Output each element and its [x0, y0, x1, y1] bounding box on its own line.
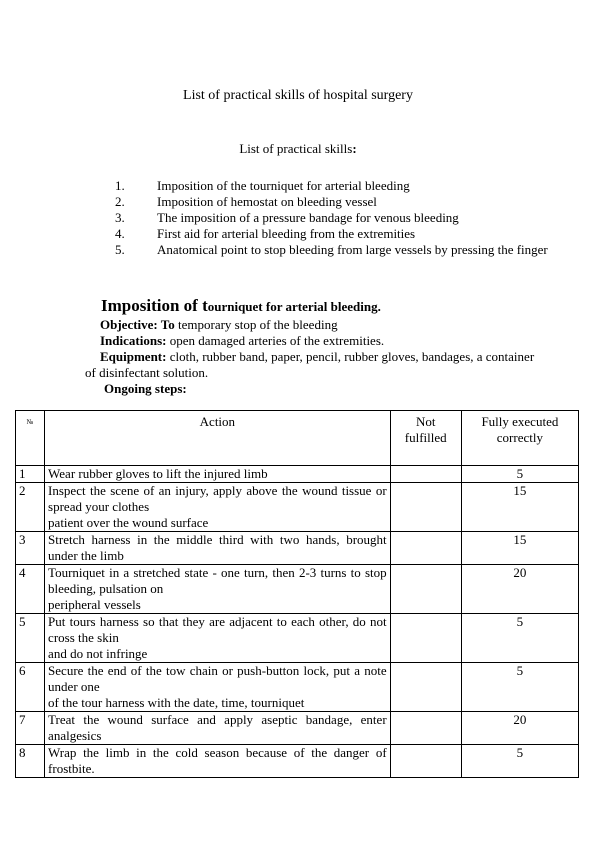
row-not-fulfilled [390, 745, 461, 778]
skill-item [115, 194, 555, 210]
table-row [16, 712, 579, 745]
row-number: 5 [16, 614, 45, 663]
skill-text: Imposition of the tourniquet for arterial bleeding [157, 178, 410, 193]
page-title: List of practical skills of hospital surgery [183, 88, 413, 103]
skill-number: 4. [115, 226, 125, 241]
row-not-fulfilled [390, 466, 461, 483]
skill-text: Imposition of hemostat on bleeding vessel [157, 194, 377, 209]
row-action: Secure the end of the tow chain or push-button lock, put a note under one of the tour harness with the date, time, tourniquet [45, 663, 391, 712]
skills-list-heading [0, 141, 596, 157]
table-row [16, 614, 579, 663]
row-number: 2 [16, 483, 45, 532]
skill-item [115, 242, 555, 258]
row-number: 3 [16, 532, 45, 565]
objective-text: temporary stop of the bleeding [174, 317, 338, 332]
row-score: 5 [461, 745, 578, 778]
row-not-fulfilled [390, 532, 461, 565]
row-number: 6 [16, 663, 45, 712]
row-action: Put tours harness so that they are adjacent to each other, do not cross the skin and do not infringe [45, 614, 391, 663]
steps-table [15, 410, 579, 778]
table-body [16, 466, 579, 778]
table-header-row [16, 411, 579, 466]
table-row [16, 483, 579, 532]
row-number: 8 [16, 745, 45, 778]
objective-line [85, 317, 545, 333]
equipment-text: cloth, rubber band, paper, pencil, rubber gloves, bandages, a container of disinfectant solution. [85, 349, 535, 380]
row-action: Inspect the scene of an injury, apply above the wound tissue or spread your clothes patient over the wound surface [45, 483, 391, 532]
row-number: 1 [16, 466, 45, 483]
row-not-fulfilled [390, 663, 461, 712]
indications-text: open damaged arteries of the extremities. [166, 333, 385, 348]
ongoing-steps-line [85, 381, 545, 397]
header-not-fulfilled: Not fulfilled [390, 411, 461, 466]
skills-list [115, 178, 555, 258]
table-row [16, 745, 579, 778]
equipment-label: Equipment: [100, 349, 167, 364]
row-score: 5 [461, 663, 578, 712]
header-fully-executed: Fully executed correctly [461, 411, 578, 466]
table-row [16, 532, 579, 565]
skills-list-heading-colon: : [352, 141, 357, 156]
row-action: Tourniquet in a stretched state - one turn, then 2-3 turns to stop bleeding, pulsation on peripheral vessels [45, 565, 391, 614]
table-row [16, 565, 579, 614]
table-row [16, 663, 579, 712]
section-heading-rest: ourniquet for arterial bleeding. [207, 299, 381, 314]
skill-item [115, 226, 555, 242]
skill-number: 3. [115, 210, 125, 225]
row-score: 5 [461, 466, 578, 483]
row-score: 15 [461, 532, 578, 565]
indications-label: Indications: [100, 333, 167, 348]
skill-text: Anatomical point to stop bleeding from large vessels by pressing the finger [157, 242, 548, 257]
indications-line [85, 333, 545, 349]
row-score: 20 [461, 712, 578, 745]
header-action: Action [45, 411, 391, 466]
row-action: Wrap the limb in the cold season because of the danger of frostbite. [45, 745, 391, 778]
row-not-fulfilled [390, 565, 461, 614]
skill-number: 1. [115, 178, 125, 193]
row-number: 7 [16, 712, 45, 745]
table-row [16, 466, 579, 483]
skill-item [115, 210, 555, 226]
skill-item [115, 178, 555, 194]
skill-text: First aid for arterial bleeding from the extremities [157, 226, 416, 241]
row-not-fulfilled [390, 483, 461, 532]
row-score: 15 [461, 483, 578, 532]
objective-label: Objective: To [100, 317, 175, 332]
row-not-fulfilled [390, 712, 461, 745]
row-number: 4 [16, 565, 45, 614]
equipment-line [85, 349, 545, 381]
row-action: Stretch harness in the middle third with two hands, brought under the limb [45, 532, 391, 565]
section-heading-main: Imposition of t [101, 296, 208, 315]
skill-number: 2. [115, 194, 125, 209]
row-action: Treat the wound surface and apply aseptic bandage, enter analgesics [45, 712, 391, 745]
skill-text: The imposition of a pressure bandage for venous bleeding [157, 210, 459, 225]
row-action: Wear rubber gloves to lift the injured limb [45, 466, 391, 483]
ongoing-steps-label: Ongoing steps: [104, 381, 187, 396]
row-not-fulfilled [390, 614, 461, 663]
skills-list-heading-text: List of practical skills [239, 141, 353, 156]
row-score: 5 [461, 614, 578, 663]
skill-number: 5. [115, 242, 125, 257]
header-number: № [16, 411, 45, 466]
row-score: 20 [461, 565, 578, 614]
section-heading [101, 296, 381, 317]
